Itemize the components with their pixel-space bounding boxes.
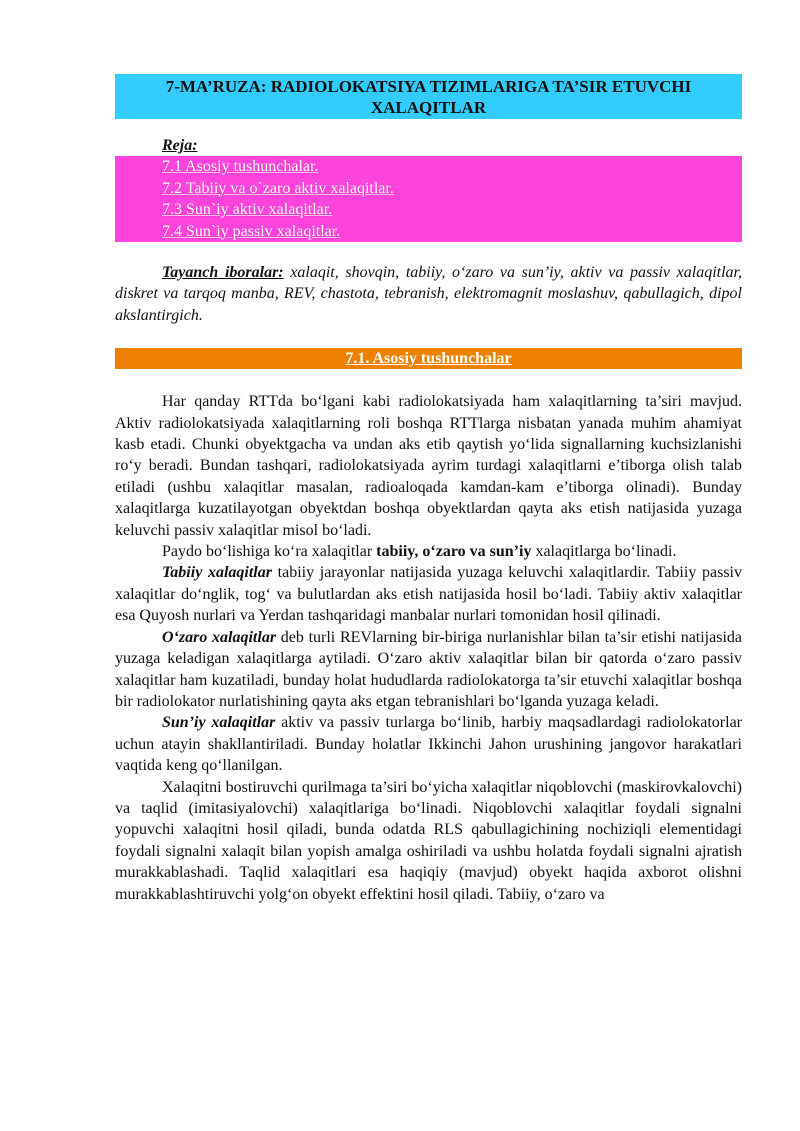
keywords-label: Tayanch iboralar: (162, 264, 284, 281)
paragraph (115, 712, 742, 776)
paragraph (115, 627, 742, 713)
emphasis-text: tabiiy, o‘zaro va sun’iy (376, 543, 532, 561)
paragraph: Har qanday RTTda bo‘lgani kabi radiolokatsiyada ham xalaqitlarning ta’siri mavjud. Aktiv radiolokatsiyada xalaqitlarning roli boshqa RTTlarga nisbatan yanada muhim ahamiyat kasb etadi. Chunki obyektgacha va undan aks etib qaytish yo‘lida signallarning kuchsizlanishi ro‘y beradi. Bundan tashqari, radiolokatsiyada ayrim turdagi xalaqitlarni e’tiborga olish talab etiladi (ushbu xalaqitlar masalan, radioaloqada kamdan-kam e’tiborga olinadi). Bunday xalaqitlarga kuzatilayotgan obyektdan boshqa obyektlardan qayta aks etish natijasida yuzaga keluvchi passiv xalaqitlar misol bo‘ladi. (115, 393, 742, 539)
paragraph-text: tabiiy jarayonlar natijasida yuzaga keluvchi xalaqitlardir. Tabiiy passiv xalaqitlar do‘nglik, tog‘ va bulutlardan aks etish natijasida hosil bo‘ladi. Tabiiy aktiv xalaqitlar esa Quyosh nurlari va Yerdan tashqaridagi manbalar nurlari tomonidan hosil qilinadi. (115, 564, 742, 625)
plan-item[interactable]: 7.2 Tabiiy va o`zaro aktiv xalaqitlar. (162, 179, 394, 197)
plan-item[interactable]: 7.3 Sun`iy aktiv xalaqitlar. (162, 201, 333, 218)
paragraph: Xalaqitni bostiruvchi qurilmaga ta’siri bo‘yicha xalaqitlar niqoblovchi (maskirovkalovchi) va taqlid (imitasiyalovchi) xalaqitlariga bo‘linadi. Niqoblovchi xalaqitlar foydali signalni yopuvchi xalaqitni hosil qiladi, bunda odatda RLS qabullagichining nochiziqli elementidagi foydali signalni xalaqit bilan yopish amalga oshiriladi va ushbu holatda foydali signalni ajratish murakkablashadi. Taqlid xalaqitlari esa haqiqiy (mavjud) obyekt haqida axborot olishni murakkablashtiruvchi yolg‘on obyekt effektini hosil qiladi. Tabiiy, o‘zaro va (115, 778, 742, 903)
lecture-title: 7-MA’RUZA: RADIOLOKATSIYA TIZIMLARIGA TA’SIR ETUVCHI XALAQITLAR (115, 74, 742, 119)
paragraph-text: deb turli REVlarning bir-biriga nurlanishlar bilan ta’sir etishi natijasida yuzaga keladigan xalaqitlarga aytiladi. O‘zaro aktiv xalaqitlar bilan bir qatorda o‘zaro passiv xalaqitlar ham kuzatiladi, bunday holat hududlarda radiolokatorga ta’sir etuvchi xalaqitlar boshqa bir radiolokator nurlatishining qayta aks etgan tebranishlari bo‘lganda yuzaga keladi. (115, 628, 743, 710)
paragraph-text: Paydo bo‘lishiga ko‘ra xalaqitlar (162, 543, 377, 561)
term-lead: Sun’iy xalaqitlar (162, 714, 276, 732)
plan-item[interactable]: 7.4 Sun`iy passiv xalaqitlar. (162, 222, 341, 240)
paragraph (115, 541, 742, 562)
paragraph (115, 562, 742, 626)
section-heading-text: 7.1. Asosiy tushunchalar (345, 350, 512, 368)
keywords-text: xalaqit, shovqin, tabiiy, o‘zaro va sun’iy, aktiv va passiv xalaqitlar, diskret va tarqoq manba, REV, chastota, tebranish, elektromagnit moslashuv, qabullagich, dipol akslantirgich. (115, 264, 742, 324)
plan-list (115, 156, 742, 242)
document-page (115, 74, 742, 905)
plan-item[interactable]: 7.1 Asosiy tushunchalar. (162, 158, 319, 175)
term-lead: Tabiiy xalaqitlar (162, 564, 272, 582)
keywords-paragraph (115, 262, 742, 326)
section-heading (115, 348, 742, 369)
paragraph-text: aktiv va passiv turlarga bo‘linib, harbiy maqsadlardagi radiolokatorlar uchun atayin shakllantiriladi. Bunday holatlar Ikkinchi Jahon urushining jangovor harakatlari vaqtida keng qo‘llanilgan. (115, 714, 743, 775)
plan-label: Reja: (162, 137, 198, 154)
term-lead: O‘zaro xalaqitlar (162, 628, 277, 646)
paragraph-text: xalaqitlarga bo‘linadi. (531, 543, 677, 561)
